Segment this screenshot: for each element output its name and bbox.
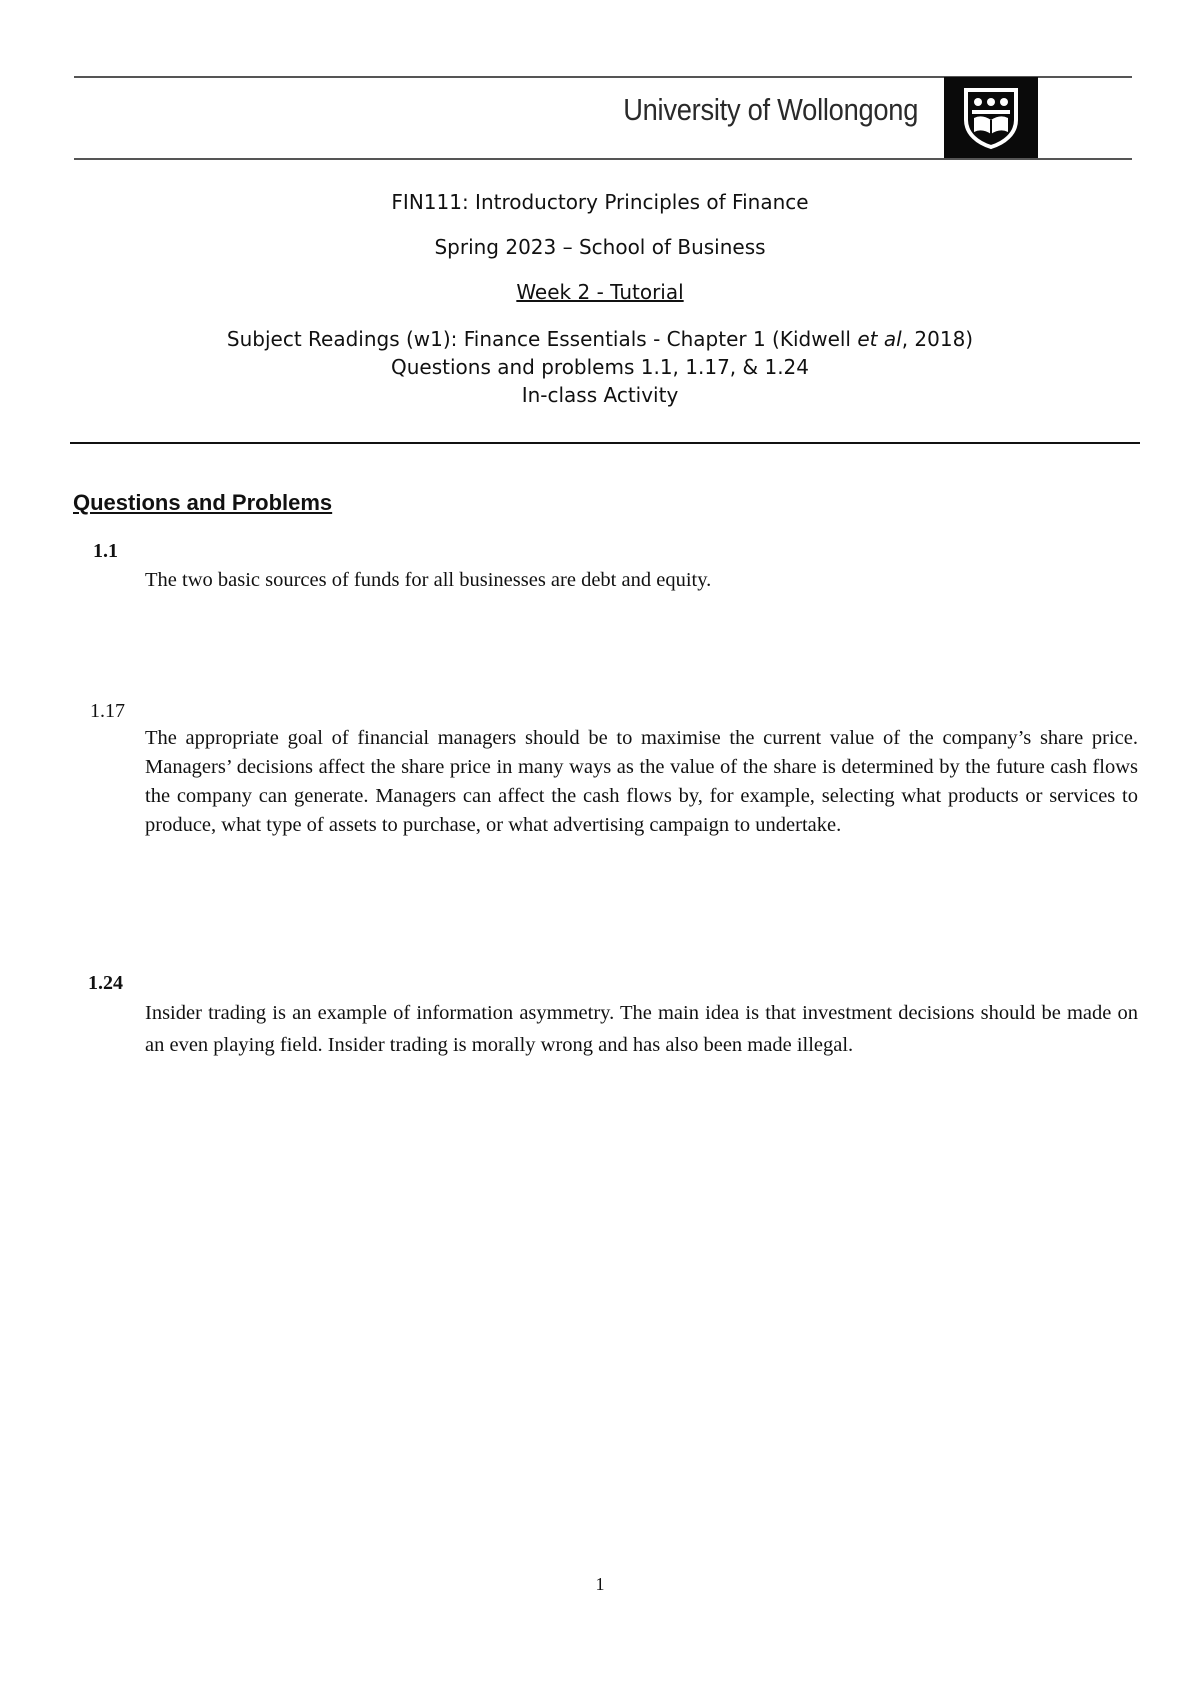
university-name: University of Wollongong xyxy=(623,92,918,127)
activity-line: In-class Activity xyxy=(521,383,679,407)
question-answer: The two basic sources of funds for all businesses are debt and equity. xyxy=(145,569,712,591)
readings-line xyxy=(0,325,1200,353)
readings-italic: et al xyxy=(857,327,902,351)
problems-line: Questions and problems 1.1, 1.17, & 1.24 xyxy=(391,355,809,379)
week-heading: Week 2 - Tutorial xyxy=(516,280,684,304)
page-number: 1 xyxy=(595,1574,605,1594)
readings-block xyxy=(0,325,1200,409)
question-answer: The appropriate goal of financial managers should be to maximise the current value of the company’s share price. Managers’ decisions affect the share price in many ways as the value of the share is determined by the future cash flows the company can generate. Managers can affect the cash flows by, for example, selecting what products or services to produce, what type of assets to purchase, or what advertising campaign to undertake. xyxy=(145,727,1138,836)
question-number: 1.24 xyxy=(88,972,123,994)
question-number: 1.17 xyxy=(90,700,125,722)
header-bottom-rule xyxy=(74,158,1132,160)
section-divider xyxy=(70,442,1140,444)
question-answer: Insider trading is an example of information asymmetry. The main idea is that investment decisions should be made on an even playing field. Insider trading is morally wrong and has also been made illegal. xyxy=(145,1002,1138,1056)
question-number: 1.1 xyxy=(93,540,118,562)
course-title: FIN111: Introductory Principles of Finance xyxy=(391,190,809,214)
term-line: Spring 2023 – School of Business xyxy=(434,235,766,259)
readings-prefix: Subject Readings (w1): Finance Essentials - Chapter 1 (Kidwell xyxy=(226,327,858,351)
shield-crest-svg xyxy=(960,86,1022,150)
section-title: Questions and Problems xyxy=(73,490,333,515)
readings-suffix: , 2018) xyxy=(901,327,974,351)
shield-crest-icon xyxy=(944,77,1038,158)
